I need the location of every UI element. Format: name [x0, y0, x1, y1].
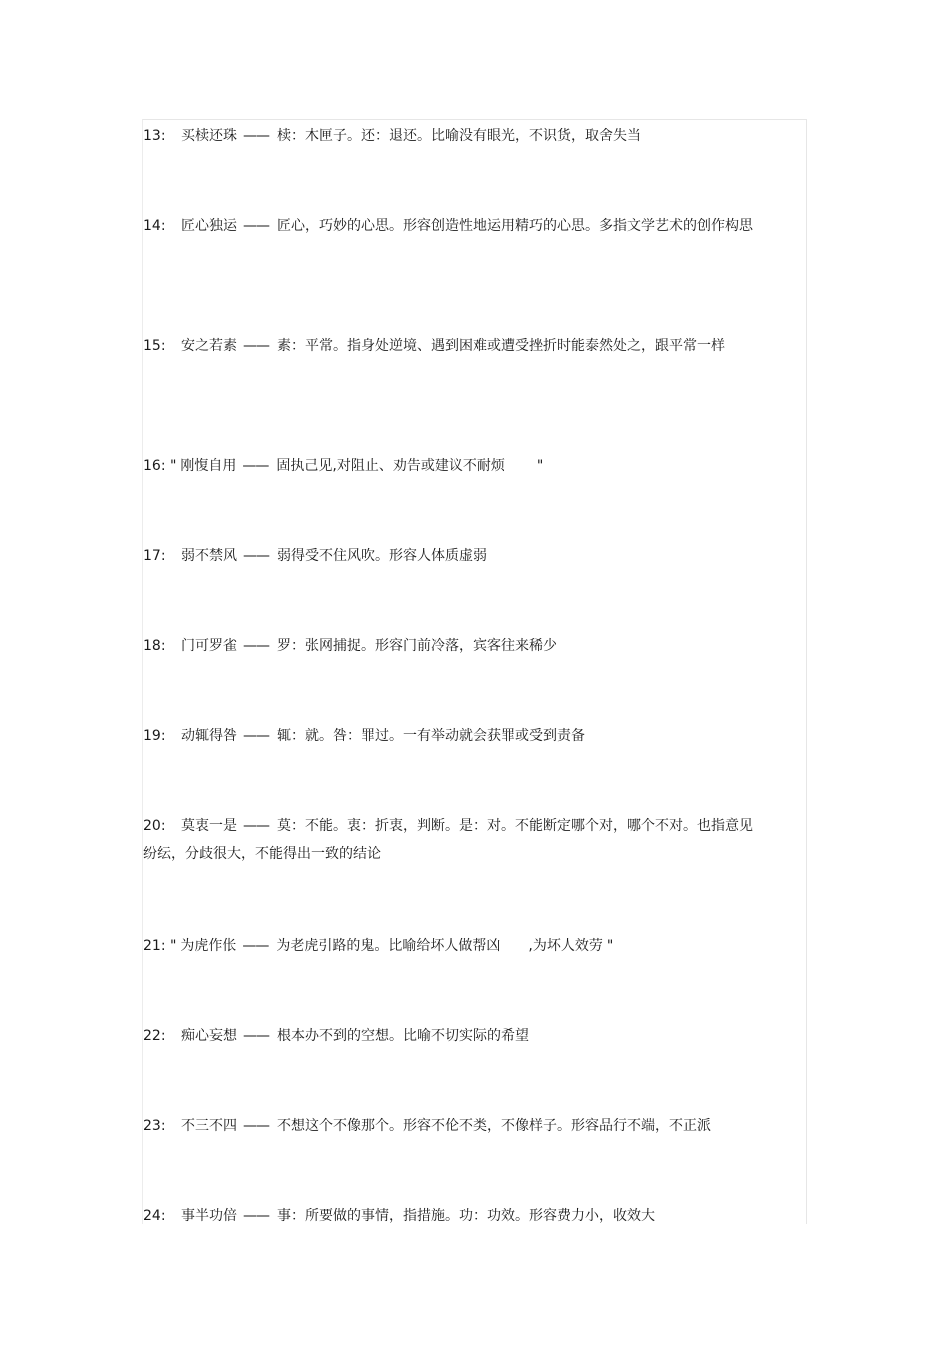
- entry-15: [143, 332, 753, 360]
- entry-idiom: 痴心妄想: [181, 1028, 237, 1044]
- entry-17: [143, 542, 753, 570]
- entry-idiom: 事半功倍: [181, 1208, 237, 1224]
- entry-definition: 莫：不能。衷：折衷，判断。是：对。不能断定哪个对，哪个不对。也指意见纷纭，分歧很大，不能得出一致的结论: [143, 818, 753, 862]
- entry-definition: 弱得受不住风吹。形容人体质虚弱: [277, 548, 487, 564]
- entry-number: 14:: [143, 218, 166, 234]
- entry-dash: ——: [243, 338, 269, 354]
- entry-definition: 为老虎引路的鬼。比喻给坏人做帮凶: [276, 938, 501, 954]
- entry-20: [143, 812, 753, 868]
- entry-dash: ——: [243, 638, 269, 654]
- entry-idiom: 买椟还珠: [181, 128, 237, 144]
- entry-idiom: 为虎作伥: [180, 938, 237, 954]
- entry-idiom: 莫衷一是: [181, 818, 237, 834]
- entry-definition: 椟：木匣子。还：退还。比喻没有眼光，不识货，取舍失当: [277, 128, 641, 144]
- entry-24: [143, 1202, 753, 1230]
- entry-close-quote: ": [606, 938, 614, 954]
- entry-number: 20:: [143, 818, 166, 834]
- entry-idiom: 弱不禁风: [181, 548, 237, 564]
- entry-number: 18:: [143, 638, 166, 654]
- entry-idiom: 不三不四: [181, 1118, 237, 1134]
- entry-number: 21: ": [143, 938, 177, 954]
- entry-definition: 罗：张网捕捉。形容门前冷落，宾客往来稀少: [277, 638, 557, 654]
- entry-idiom: 安之若素: [181, 338, 237, 354]
- entry-dash: ——: [242, 458, 269, 474]
- entry-close-quote: ": [536, 458, 544, 474]
- entry-number: 22:: [143, 1028, 166, 1044]
- entry-16: [143, 452, 753, 480]
- entry-number: 23:: [143, 1118, 166, 1134]
- entry-definition: 素：平常。指身处逆境、遇到困难或遭受挫折时能泰然处之，跟平常一样: [277, 338, 725, 354]
- entry-14: [143, 212, 753, 240]
- page-frame: [142, 119, 807, 1224]
- entry-number: 19:: [143, 728, 166, 744]
- entry-18: [143, 632, 753, 660]
- entry-19: [143, 722, 753, 750]
- entry-22: [143, 1022, 753, 1050]
- entry-dash: ——: [243, 1208, 269, 1224]
- entry-definition: 不想这个不像那个。形容不伦不类，不像样子。形容品行不端，不正派: [277, 1118, 711, 1134]
- entry-definition: 事：所要做的事情，指措施。功：功效。形容费力小，收效大: [277, 1208, 655, 1224]
- entry-number: 13:: [143, 128, 166, 144]
- entry-definition: 辄：就。咎：罪过。一有举动就会获罪或受到责备: [277, 728, 585, 744]
- entry-number: 15:: [143, 338, 166, 354]
- entry-idiom: 动辄得咎: [181, 728, 237, 744]
- entry-23: [143, 1112, 753, 1140]
- entry-idiom: 匠心独运: [181, 218, 237, 234]
- entry-dash: ——: [243, 728, 269, 744]
- entry-definition: 根本办不到的空想。比喻不切实际的希望: [277, 1028, 529, 1044]
- entry-dash: ——: [243, 218, 269, 234]
- entry-definition: 固执己见: [276, 458, 333, 474]
- entry-number: 17:: [143, 548, 166, 564]
- entry-21: [143, 932, 753, 960]
- entry-dash: ——: [243, 548, 269, 564]
- entry-idiom: 门可罗雀: [181, 638, 237, 654]
- entry-dash: ——: [243, 818, 269, 834]
- entry-definition-cont: ,对阻止、劝告或建议不耐烦: [332, 458, 505, 474]
- entry-number: 16: ": [143, 458, 177, 474]
- entry-dash: ——: [243, 1118, 269, 1134]
- entry-number: 24:: [143, 1208, 166, 1224]
- entry-definition-cont: ,为坏人效劳: [528, 938, 603, 954]
- entry-definition: 匠心，巧妙的心思。形容创造性地运用精巧的心思。多指文学艺术的创作构思: [277, 218, 753, 234]
- entry-idiom: 刚愎自用: [180, 458, 237, 474]
- entry-13: [143, 122, 753, 150]
- entry-dash: ——: [243, 128, 269, 144]
- entry-dash: ——: [243, 1028, 269, 1044]
- entry-dash: ——: [242, 938, 269, 954]
